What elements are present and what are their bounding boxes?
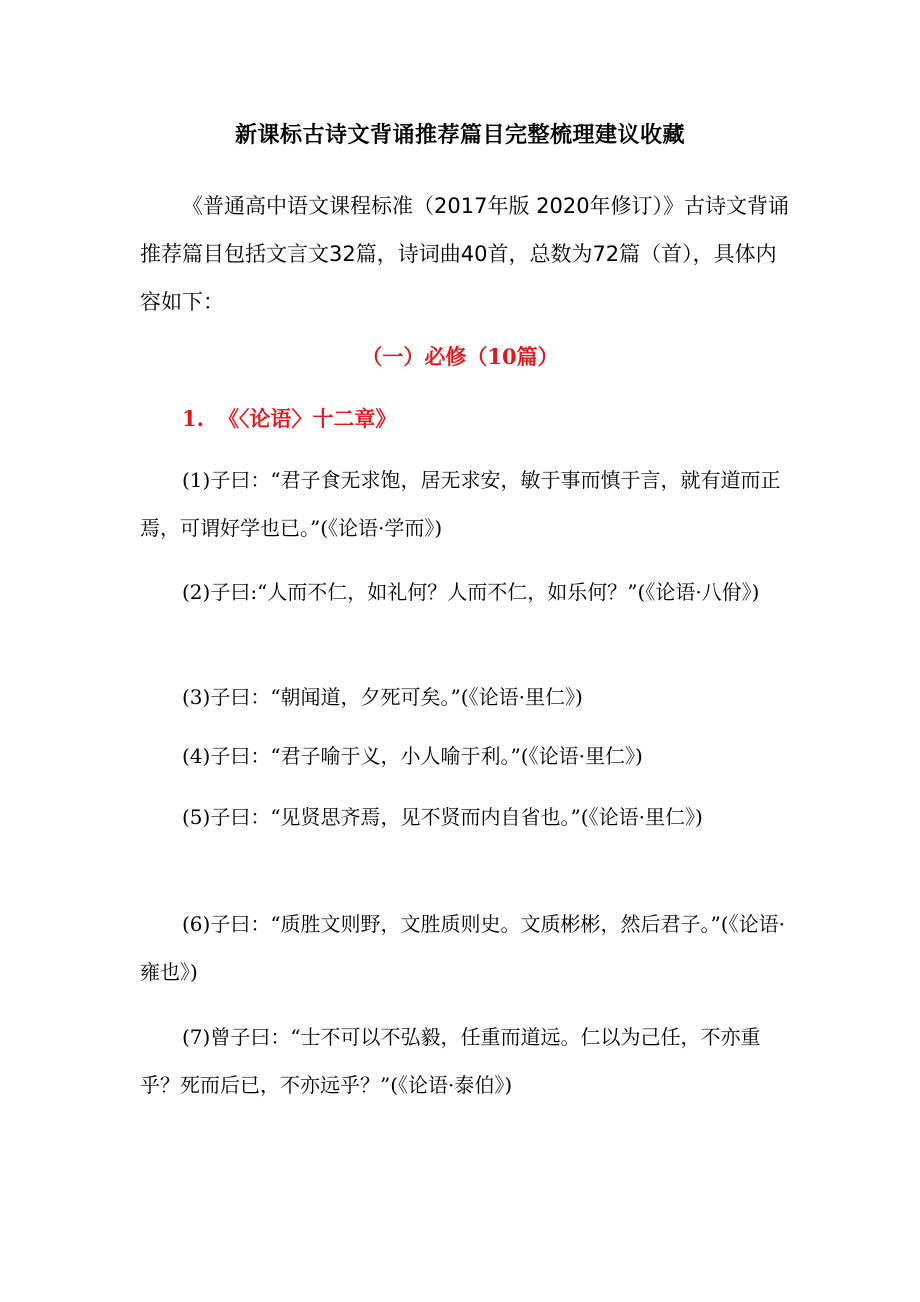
sub-heading <box>182 403 396 435</box>
verse-paragraph: (6)子曰：“质胜文则野，文胜质则史。文质彬彬，然后君子。”(《论语·雍也》) <box>140 912 785 984</box>
document-title: 新课标古诗文背诵推荐篇目完整梳理建议收藏 <box>234 123 685 148</box>
verse-paragraph: (1)子曰：“君子食无求饱，居无求安，敏于事而慎于言，就有道而正焉，可谓好学也已。”(《论语·学而》) <box>140 468 781 540</box>
sub-heading-number: 1. <box>182 406 204 431</box>
verse-paragraph: (4)子曰：“君子喻于义，小人喻于利。”(《论语·里仁》) <box>182 744 643 768</box>
verse-paragraph: (7)曾子曰：“士不可以不弘毅，任重而道远。仁以为己任，不亦重乎？死而后已，不亦远乎？”(《论语·泰伯》) <box>140 1025 761 1097</box>
intro-paragraph: 《普通高中语文课程标准（2017年版 2020年修订）》古诗文背诵推荐篇目包括文言文32篇，诗词曲40首，总数为72篇（首），具体内容如下： <box>140 194 790 314</box>
section-heading: （一）必修（10篇） <box>361 344 559 369</box>
verse-paragraph: (2)子曰:“人而不仁，如礼何？人而不仁，如乐何？”(《论语·八佾》) <box>182 580 760 604</box>
sub-heading-title: 《〈论语〉十二章》 <box>217 406 397 431</box>
verse-paragraph: (3)子曰：“朝闻道，夕死可矣。”(《论语·里仁》) <box>182 685 583 709</box>
verse-paragraph: (5)子曰：“见贤思齐焉，见不贤而内自省也。”(《论语·里仁》) <box>182 805 703 829</box>
